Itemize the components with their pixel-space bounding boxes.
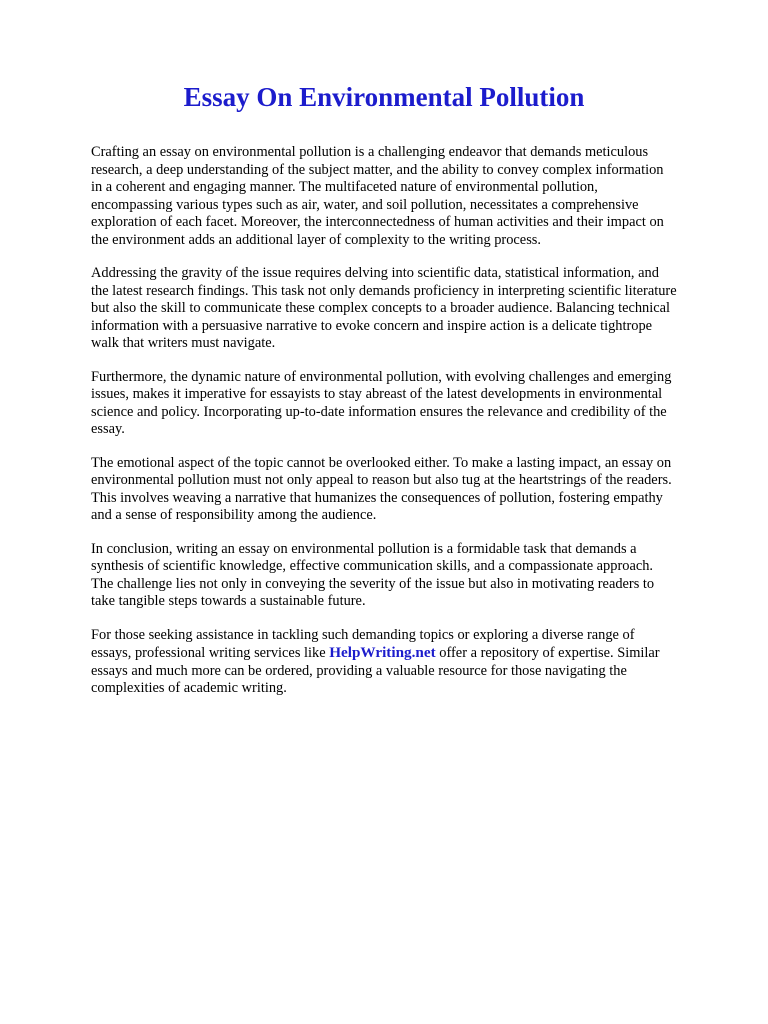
text-line: the environment adds an additional layer of complexity to the writing process. bbox=[91, 231, 541, 248]
text-line: encompassing various types such as air, water, and soil pollution, necessitates a comprehensive bbox=[91, 196, 639, 213]
text-line: essay. bbox=[91, 421, 125, 437]
page-title: Essay On Environmental Pollution bbox=[183, 82, 585, 112]
text-line: science and policy. Incorporating up-to-date information ensures the relevance and credibility of the bbox=[91, 403, 667, 420]
essay-paragraph bbox=[91, 541, 733, 611]
essay-paragraph bbox=[91, 144, 733, 249]
paragraph-list bbox=[91, 144, 733, 611]
text-line bbox=[91, 644, 733, 663]
closing-paragraph bbox=[91, 627, 733, 698]
text-line: information with a persuasive narrative to evoke concern and inspire action is a delicate tightrope bbox=[91, 317, 653, 334]
text-line: in a coherent and engaging manner. The multifaceted nature of environmental pollution, bbox=[91, 179, 598, 195]
text-line: research, a deep understanding of the subject matter, and the ability to convey complex information bbox=[91, 161, 664, 178]
text-segment: essays, professional writing services like bbox=[91, 645, 326, 661]
text-line: and a sense of responsibility among the audience. bbox=[91, 507, 377, 523]
essay-paragraph bbox=[91, 265, 733, 353]
essay-paragraph bbox=[91, 369, 733, 439]
text-line: take tangible steps towards a sustainable future. bbox=[91, 593, 366, 609]
text-line: Crafting an essay on environmental pollution is a challenging endeavor that demands meticulous bbox=[91, 144, 649, 160]
text-line: environmental pollution must not only appeal to reason but also tug at the heartstrings of the readers. bbox=[91, 472, 672, 488]
text-line: but also the skill to communicate these complex concepts to a broader audience. Balancing technical bbox=[91, 300, 671, 316]
text-line: The challenge lies not only in conveying the severity of the issue but also in motivating readers to bbox=[91, 575, 655, 592]
text-line: synthesis of scientific knowledge, effective communication skills, and a compassionate approach. bbox=[91, 558, 654, 574]
essay-body bbox=[91, 144, 733, 714]
text-line: The emotional aspect of the topic cannot be overlooked either. To make a lasting impact, an essay on bbox=[91, 454, 672, 471]
essay-paragraph bbox=[91, 455, 733, 525]
text-line: This involves weaving a narrative that humanizes the consequences of pollution, fostering empathy bbox=[91, 489, 663, 506]
text-line: In conclusion, writing an essay on environmental pollution is a formidable task that demands a bbox=[91, 540, 637, 557]
text-line: the latest research findings. This task not only demands proficiency in interpreting scientific literature bbox=[91, 282, 677, 299]
text-line: essays and much more can be ordered, providing a valuable resource for those navigating the bbox=[91, 662, 627, 679]
helpwriting-link[interactable]: HelpWriting.net bbox=[329, 644, 436, 661]
text-line: exploration of each facet. Moreover, the interconnectedness of human activities and their impact on bbox=[91, 214, 664, 230]
text-line: complexities of academic writing. bbox=[91, 680, 287, 696]
text-segment: offer a repository of expertise. Similar bbox=[439, 645, 660, 661]
text-line: Furthermore, the dynamic nature of environmental pollution, with evolving challenges and emerging bbox=[91, 368, 672, 385]
text-line: issues, makes it imperative for essayists to stay abreast of the latest developments in environmental bbox=[91, 386, 663, 402]
text-line: walk that writers must navigate. bbox=[91, 335, 276, 351]
text-line: Addressing the gravity of the issue requires delving into scientific data, statistical information, and bbox=[91, 265, 659, 281]
text-line: For those seeking assistance in tackling such demanding topics or exploring a diverse range of bbox=[91, 626, 635, 643]
